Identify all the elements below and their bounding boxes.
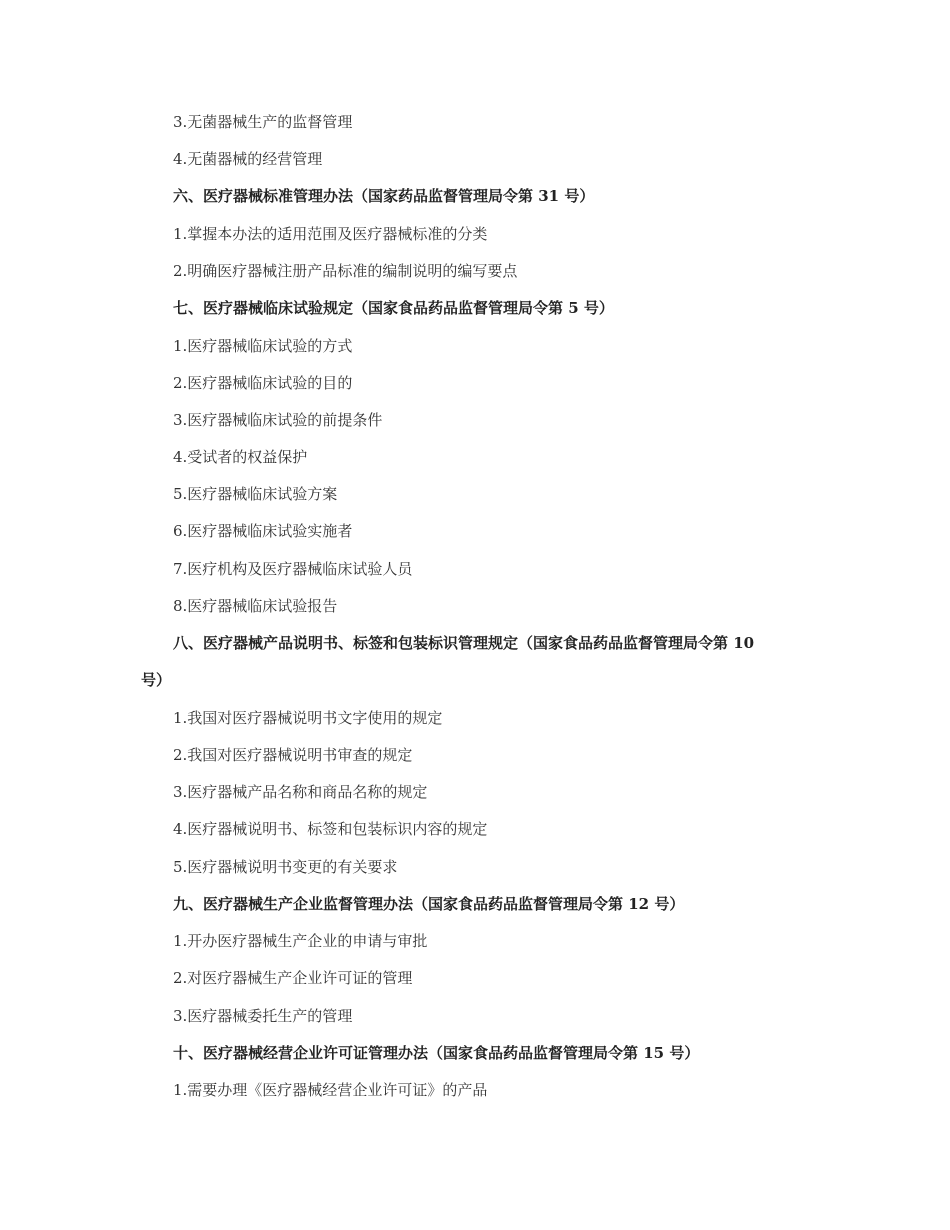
section-heading: 九、医疗器械生产企业监督管理办法（国家食品药品监督管理局令第 12 号） bbox=[173, 895, 685, 913]
list-item: 1.需要办理《医疗器械经营企业许可证》的产品 bbox=[173, 1081, 488, 1099]
list-item: 2.对医疗器械生产企业许可证的管理 bbox=[173, 969, 413, 987]
section-heading: 八、医疗器械产品说明书、标签和包装标识管理规定（国家食品药品监督管理局令第 10 bbox=[173, 634, 755, 652]
list-item: 1.医疗器械临床试验的方式 bbox=[173, 337, 353, 355]
list-item: 1.开办医疗器械生产企业的申请与审批 bbox=[173, 932, 428, 950]
list-item: 5.医疗器械临床试验方案 bbox=[173, 485, 338, 503]
list-item: 3.医疗器械产品名称和商品名称的规定 bbox=[173, 783, 428, 801]
section-heading-continuation: 号） bbox=[141, 671, 172, 689]
list-item: 5.医疗器械说明书变更的有关要求 bbox=[173, 858, 398, 876]
section-heading: 六、医疗器械标准管理办法（国家药品监督管理局令第 31 号） bbox=[173, 187, 595, 205]
list-item: 2.明确医疗器械注册产品标准的编制说明的编写要点 bbox=[173, 262, 518, 280]
list-item: 1.我国对医疗器械说明书文字使用的规定 bbox=[173, 709, 443, 727]
list-item: 1.掌握本办法的适用范围及医疗器械标准的分类 bbox=[173, 225, 488, 243]
list-item: 3.无菌器械生产的监督管理 bbox=[173, 113, 353, 131]
list-item: 2.医疗器械临床试验的目的 bbox=[173, 374, 353, 392]
list-item: 3.医疗器械临床试验的前提条件 bbox=[173, 411, 383, 429]
list-item: 4.医疗器械说明书、标签和包装标识内容的规定 bbox=[173, 820, 488, 838]
section-heading: 十、医疗器械经营企业许可证管理办法（国家食品药品监督管理局令第 15 号） bbox=[173, 1044, 700, 1062]
list-item: 2.我国对医疗器械说明书审查的规定 bbox=[173, 746, 413, 764]
list-item: 3.医疗器械委托生产的管理 bbox=[173, 1007, 353, 1025]
list-item: 6.医疗器械临床试验实施者 bbox=[173, 522, 353, 540]
list-item: 4.无菌器械的经营管理 bbox=[173, 150, 323, 168]
list-item: 8.医疗器械临床试验报告 bbox=[173, 597, 338, 615]
list-item: 7.医疗机构及医疗器械临床试验人员 bbox=[173, 560, 413, 578]
section-heading: 七、医疗器械临床试验规定（国家食品药品监督管理局令第 5 号） bbox=[173, 299, 614, 317]
list-item: 4.受试者的权益保护 bbox=[173, 448, 308, 466]
